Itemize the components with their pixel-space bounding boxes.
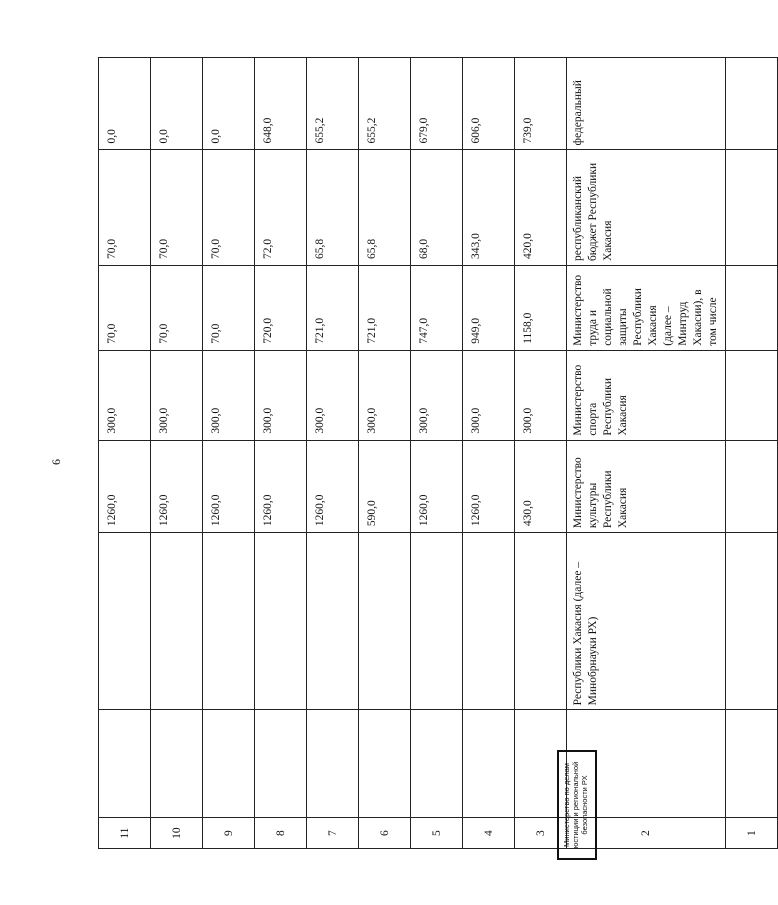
value: 679,0 bbox=[418, 117, 430, 144]
value-cell bbox=[411, 533, 463, 710]
value: 430,0 bbox=[522, 500, 534, 527]
value-cell bbox=[307, 350, 359, 440]
table-column-10 bbox=[151, 58, 203, 849]
value: 70,0 bbox=[210, 323, 222, 344]
value: 720,0 bbox=[262, 317, 274, 344]
value-cell bbox=[255, 58, 307, 150]
value-cell bbox=[307, 266, 359, 351]
value: 1260,0 bbox=[106, 494, 118, 527]
value-cell bbox=[463, 533, 515, 710]
value: 0,0 bbox=[158, 129, 170, 144]
value: 1260,0 bbox=[470, 494, 482, 527]
table-column-2 bbox=[567, 58, 726, 849]
value-cell bbox=[151, 150, 203, 266]
value-cell bbox=[463, 266, 515, 351]
value-cell bbox=[515, 58, 567, 150]
registration-stamp: Министерство по делам юстиции и региональной безопасности РХ bbox=[557, 750, 597, 860]
value-cell bbox=[463, 440, 515, 532]
value: 300,0 bbox=[262, 407, 274, 434]
column-header: 3 bbox=[515, 818, 567, 849]
value-cell bbox=[411, 350, 463, 440]
table-column-11 bbox=[99, 58, 151, 849]
value bbox=[515, 533, 525, 709]
column-header: 11 bbox=[99, 818, 151, 849]
first-column-cell bbox=[255, 710, 307, 818]
value-cell bbox=[151, 440, 203, 532]
value bbox=[99, 533, 109, 709]
row-name: Министерство труда и социальной защиты Республики Хакасия (далее – Минтруд Хакасии), в том числе bbox=[572, 274, 719, 346]
value: 747,0 bbox=[418, 317, 430, 344]
first-column-cell bbox=[463, 710, 515, 818]
row-blank-cell bbox=[726, 58, 778, 150]
value: 1260,0 bbox=[262, 494, 274, 527]
table-column-8 bbox=[255, 58, 307, 849]
value: 70,0 bbox=[106, 238, 118, 260]
value: 65,8 bbox=[314, 238, 326, 260]
value-cell bbox=[359, 150, 411, 266]
value-cell bbox=[463, 150, 515, 266]
value bbox=[411, 533, 421, 709]
value: 70,0 bbox=[210, 238, 222, 260]
value: 721,0 bbox=[314, 317, 326, 344]
page-number: 6 bbox=[49, 459, 63, 465]
value-cell bbox=[411, 58, 463, 150]
first-column-cell bbox=[99, 710, 151, 818]
value-cell bbox=[203, 440, 255, 532]
value-cell bbox=[359, 266, 411, 351]
value: 0,0 bbox=[210, 129, 222, 144]
value-cell bbox=[515, 350, 567, 440]
value: 300,0 bbox=[158, 407, 170, 434]
value-cell bbox=[463, 350, 515, 440]
value bbox=[255, 533, 265, 709]
value-cell bbox=[515, 533, 567, 710]
value-cell bbox=[255, 350, 307, 440]
value-cell bbox=[99, 266, 151, 351]
value bbox=[203, 533, 213, 709]
value-cell bbox=[255, 150, 307, 266]
value-cell bbox=[203, 350, 255, 440]
first-column-cell bbox=[359, 710, 411, 818]
value: 1158,0 bbox=[522, 312, 534, 344]
row-blank-cell bbox=[726, 440, 778, 532]
table-column-1 bbox=[726, 58, 778, 849]
value: 655,2 bbox=[366, 117, 378, 144]
value: 300,0 bbox=[522, 407, 534, 434]
value: 655,2 bbox=[314, 117, 326, 144]
value: 65,8 bbox=[366, 238, 378, 260]
value-cell bbox=[99, 440, 151, 532]
table-column-9 bbox=[203, 58, 255, 849]
value-cell bbox=[307, 150, 359, 266]
value: 420,0 bbox=[522, 233, 534, 260]
value: 72,0 bbox=[262, 238, 274, 260]
table-column-5 bbox=[411, 58, 463, 849]
row-blank-cell bbox=[726, 533, 778, 710]
row-name-cell bbox=[567, 150, 726, 266]
value: 1260,0 bbox=[158, 494, 170, 527]
row-name-cell bbox=[567, 350, 726, 440]
row-name-cell bbox=[567, 58, 726, 150]
column-header: 10 bbox=[151, 818, 203, 849]
value-cell bbox=[359, 350, 411, 440]
column-header: 6 bbox=[359, 818, 411, 849]
value-cell bbox=[515, 440, 567, 532]
column-header: 2 bbox=[567, 818, 726, 849]
column-header: 8 bbox=[255, 818, 307, 849]
value: 648,0 bbox=[262, 117, 274, 144]
value: 68,0 bbox=[418, 238, 430, 260]
budget-table bbox=[98, 57, 778, 849]
value-cell bbox=[99, 58, 151, 150]
first-column-cell bbox=[151, 710, 203, 818]
row-name: республиканский бюджет Республики Хакасия bbox=[572, 162, 614, 262]
value bbox=[359, 533, 369, 709]
value-cell bbox=[463, 58, 515, 150]
value-cell bbox=[99, 150, 151, 266]
row-name: Республики Хакасия (далее – Минобрнауки РХ) bbox=[572, 561, 599, 706]
value-cell bbox=[203, 58, 255, 150]
table-column-4 bbox=[463, 58, 515, 849]
value-cell bbox=[307, 533, 359, 710]
row-name-cell bbox=[567, 440, 726, 532]
value-cell bbox=[99, 533, 151, 710]
value: 1260,0 bbox=[418, 494, 430, 527]
value: 300,0 bbox=[106, 407, 118, 434]
value: 721,0 bbox=[366, 317, 378, 344]
row-name: Министерство спорта Республики Хакасия bbox=[572, 364, 629, 436]
value bbox=[463, 533, 473, 709]
value: 300,0 bbox=[366, 407, 378, 434]
row-blank-cell bbox=[726, 350, 778, 440]
value-cell bbox=[515, 150, 567, 266]
value-cell bbox=[255, 533, 307, 710]
first-column-cell bbox=[307, 710, 359, 818]
column-header: 1 bbox=[726, 818, 778, 849]
value-cell bbox=[203, 266, 255, 351]
value: 590,0 bbox=[366, 500, 378, 527]
value-cell bbox=[411, 150, 463, 266]
row-blank-cell bbox=[726, 150, 778, 266]
row-name: Министерство культуры Республики Хакасия bbox=[572, 457, 629, 529]
value: 606,0 bbox=[470, 117, 482, 144]
value: 300,0 bbox=[210, 407, 222, 434]
column-header: 5 bbox=[411, 818, 463, 849]
value: 1260,0 bbox=[210, 494, 222, 527]
table-column-7 bbox=[307, 58, 359, 849]
value: 343,0 bbox=[470, 233, 482, 260]
value: 0,0 bbox=[106, 129, 118, 144]
value: 300,0 bbox=[418, 407, 430, 434]
value: 300,0 bbox=[314, 407, 326, 434]
row-name: федеральный bbox=[572, 80, 584, 146]
value-cell bbox=[359, 58, 411, 150]
value-cell bbox=[307, 58, 359, 150]
value-cell bbox=[255, 440, 307, 532]
value bbox=[307, 533, 317, 709]
row-name-cell bbox=[567, 533, 726, 710]
value-cell bbox=[203, 533, 255, 710]
value: 70,0 bbox=[158, 238, 170, 260]
column-header: 9 bbox=[203, 818, 255, 849]
value-cell bbox=[359, 533, 411, 710]
value-cell bbox=[151, 266, 203, 351]
value: 1260,0 bbox=[314, 494, 326, 527]
row-blank-cell bbox=[726, 266, 778, 351]
value-cell bbox=[411, 440, 463, 532]
value-cell bbox=[151, 350, 203, 440]
first-column-cell bbox=[411, 710, 463, 818]
table-column-6 bbox=[359, 58, 411, 849]
value-cell bbox=[203, 150, 255, 266]
row-name-cell bbox=[567, 266, 726, 351]
column-header: 4 bbox=[463, 818, 515, 849]
value-cell bbox=[99, 350, 151, 440]
value: 739,0 bbox=[522, 117, 534, 144]
table-column-3 bbox=[515, 58, 567, 849]
value bbox=[151, 533, 161, 709]
value-cell bbox=[255, 266, 307, 351]
value: 300,0 bbox=[470, 407, 482, 434]
value-cell bbox=[515, 266, 567, 351]
budget-table-rotated bbox=[98, 57, 758, 849]
column-header: 7 bbox=[307, 818, 359, 849]
value: 70,0 bbox=[158, 323, 170, 344]
value: 949,0 bbox=[470, 317, 482, 344]
value-cell bbox=[359, 440, 411, 532]
value-cell bbox=[411, 266, 463, 351]
value-cell bbox=[307, 440, 359, 532]
value-cell bbox=[151, 58, 203, 150]
first-column-cell bbox=[726, 710, 778, 818]
first-column-cell bbox=[203, 710, 255, 818]
value-cell bbox=[151, 533, 203, 710]
value: 70,0 bbox=[106, 323, 118, 344]
